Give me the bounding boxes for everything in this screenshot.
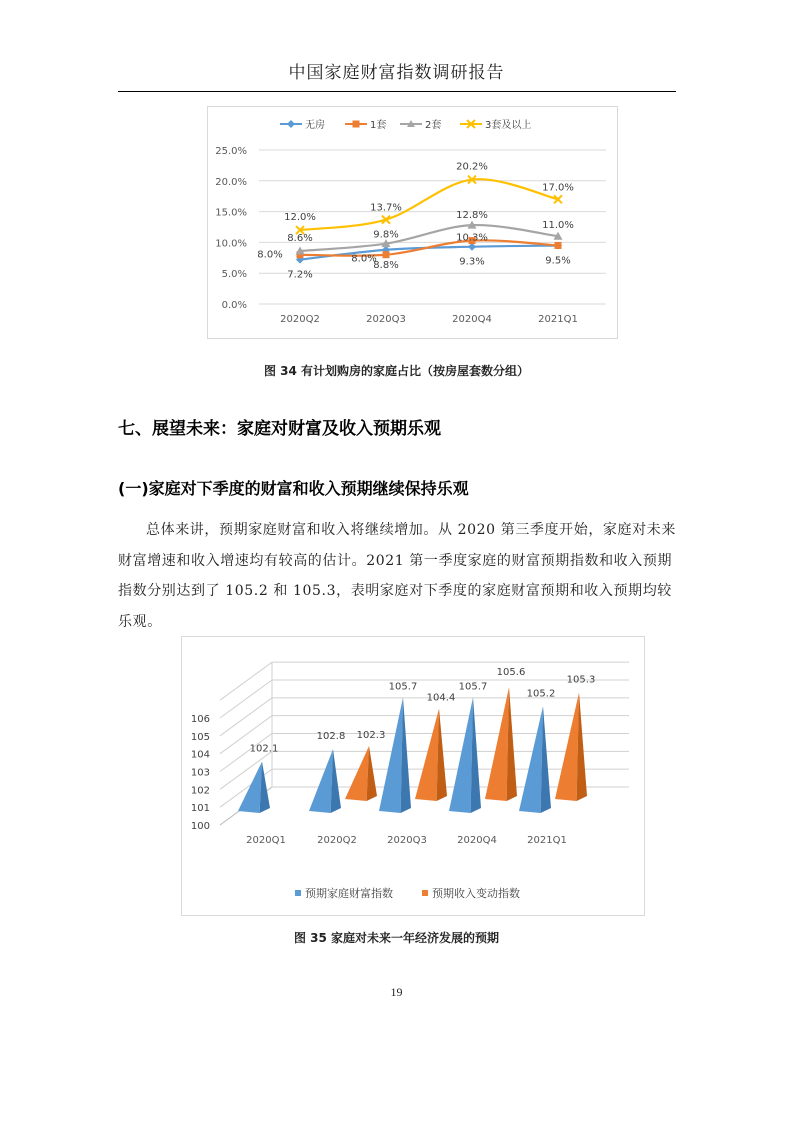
figure-34-caption: 图 34 有计划购房的家庭占比（按房屋套数分组）: [263, 364, 530, 378]
cone-face-light: [238, 762, 262, 813]
figure-35-chart: [181, 636, 645, 916]
data-point: [383, 251, 390, 258]
data-label: 10.3%: [456, 232, 488, 244]
y-tick-label: 0.0%: [221, 300, 247, 311]
legend-label: 无房: [305, 120, 325, 131]
y-tick-label: 106: [190, 714, 210, 725]
body-paragraph-text: 总体来讲，预期家庭财富和收入将继续增加。从 2020 第三季度开始，家庭对未来财富增速和收入增速均有较高的估计。2021 第一季度家庭的财富预期指数和收入预期指数分别达到了 105.2 和 105.3，表明家庭对下季度的家庭财富预期和收入预期均较乐观。: [118, 522, 676, 630]
legend-label: 2套: [425, 120, 442, 131]
data-label: 102.8: [316, 731, 346, 743]
legend-label: 预期家庭财富指数: [305, 887, 393, 900]
x-tick-label: 2021Q1: [538, 314, 578, 325]
cone-wealth: [379, 697, 411, 813]
data-label: 9.5%: [545, 255, 571, 267]
cone-face-light: [415, 709, 439, 801]
x-tick-label: 2020Q2: [280, 314, 320, 325]
data-label: 8.8%: [373, 259, 399, 271]
legend-swatch: [295, 890, 301, 896]
gridline-side: [220, 662, 272, 700]
cone-wealth: [449, 697, 481, 813]
x-tick-label: 2021Q1: [527, 835, 567, 846]
cone-face-light: [555, 692, 579, 801]
y-tick-label: 104: [190, 749, 210, 761]
y-tick-label: 25.0%: [215, 146, 247, 157]
data-label: 105.7: [458, 681, 488, 693]
y-tick-label: 102: [190, 785, 210, 797]
data-label: 105.3: [566, 674, 596, 686]
y-tick-label: 20.0%: [215, 176, 247, 188]
cone-face-light: [485, 687, 509, 801]
cone-wealth: [309, 749, 341, 813]
cone-face-light: [345, 746, 369, 801]
cone-income: [485, 687, 517, 801]
y-tick-label: 10.0%: [215, 238, 247, 250]
data-label: 12.8%: [456, 210, 488, 222]
data-label: 105.2: [526, 688, 556, 700]
figure-34-svg: [208, 107, 617, 338]
header-divider: [118, 91, 676, 92]
legend-label: 1套: [370, 120, 387, 131]
x-tick-label: 2020Q1: [246, 835, 286, 846]
y-tick-label: 103: [190, 767, 210, 779]
x-tick-label: 2020Q3: [366, 314, 406, 325]
cone-wealth: [238, 762, 270, 813]
y-tick-label: 105: [190, 731, 210, 743]
legend-marker: [287, 120, 295, 128]
x-tick-label: 2020Q4: [452, 314, 492, 325]
gridline-side: [220, 680, 272, 718]
legend-label: 预期收入变动指数: [432, 887, 520, 900]
data-label: 9.8%: [373, 229, 399, 241]
x-tick-label: 2020Q2: [317, 835, 357, 846]
data-label: 7.2%: [287, 269, 313, 281]
legend-marker: [353, 121, 360, 128]
x-tick-label: 2020Q3: [387, 835, 427, 846]
data-point: [555, 242, 562, 249]
section-heading: 七、展望未来：家庭对财富及收入预期乐观: [118, 419, 441, 439]
cone-face-light: [519, 706, 543, 813]
subsection-heading: (一)家庭对下季度的财富和收入预期继续保持乐观: [118, 479, 469, 498]
figure-35-svg: [182, 637, 644, 915]
data-label: 13.7%: [370, 202, 402, 214]
page-header-title: 中国家庭财富指数调研报告: [288, 63, 505, 83]
figure-34-chart: [207, 106, 618, 339]
cone-face-light: [379, 697, 403, 813]
body-paragraph: [118, 515, 676, 637]
data-label: 102.1: [249, 743, 279, 755]
data-label: 105.6: [496, 667, 526, 679]
data-label: 12.0%: [284, 212, 316, 224]
data-label: 104.4: [426, 692, 456, 704]
data-label: 11.0%: [542, 220, 574, 232]
x-tick-label: 2020Q4: [457, 835, 497, 846]
gridline-side: [220, 698, 272, 736]
data-label: 8.6%: [287, 233, 313, 245]
cone-income: [415, 709, 447, 801]
y-tick-label: 15.0%: [215, 207, 247, 219]
data-label: 105.7: [388, 681, 418, 693]
data-label: 8.0%: [351, 253, 377, 265]
cone-face-light: [449, 697, 473, 813]
figure-35-caption: 图 35 家庭对未来一年经济发展的预期: [293, 931, 500, 945]
data-label: 20.2%: [456, 161, 488, 173]
data-label: 17.0%: [542, 182, 574, 194]
cone-income: [345, 746, 377, 801]
cone-face-light: [309, 749, 333, 813]
data-label: 8.0%: [257, 249, 283, 261]
y-tick-label: 5.0%: [221, 269, 247, 281]
legend-label: 3套及以上: [485, 120, 532, 131]
y-tick-label: 101: [190, 803, 210, 815]
y-tick-label: 100: [190, 821, 210, 832]
data-label: 102.3: [356, 729, 386, 741]
data-label: 9.3%: [459, 256, 485, 268]
page-number: 19: [390, 985, 403, 999]
legend-swatch: [422, 890, 428, 896]
cone-income: [555, 692, 587, 801]
cone-wealth: [519, 706, 551, 813]
series-line-3: [300, 179, 558, 230]
